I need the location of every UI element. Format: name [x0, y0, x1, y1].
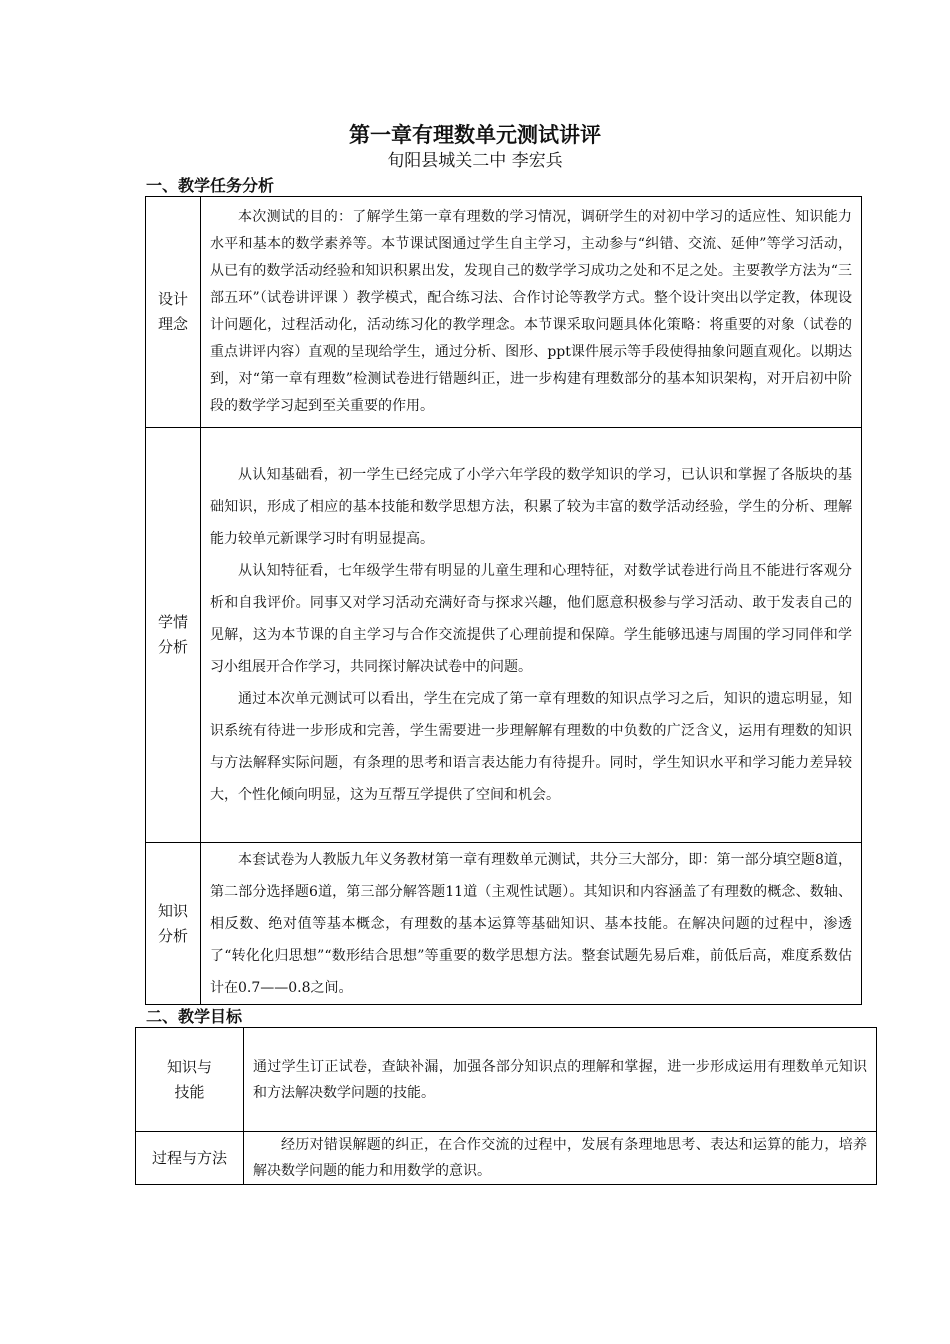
row-label-line: 过程与方法 [151, 1148, 227, 1167]
task-analysis-table [145, 196, 862, 1005]
row-label-knowledge-skills [136, 1028, 244, 1132]
row-label-line: 技能 [174, 1082, 205, 1101]
row-label-student-analysis [146, 428, 201, 843]
paragraph: 从认知特征看，七年级学生带有明显的儿童生理和心理特征，对数学试卷进行尚且不能进行客观分析和自我评价。同事又对学习活动充满好奇与探求兴趣，他们愿意积极参与学习活动、敢于发表自己的见解，这为本节课的自主学习与合作交流提供了心理前提和保障。学生能够迅速与周围的学习同伴和学习小组展开合作学习，共同探讨解决试卷中的问题。 [210, 563, 852, 675]
row-label-line: 分析 [157, 926, 188, 945]
paragraph: 经历对错误解题的纠正，在合作交流的过程中，发展有条理地思考、表达和运算的能力，培养解决数学问题的能力和用数学的意识。 [253, 1137, 867, 1179]
paragraph: 通过学生订正试卷，查缺补漏，加强各部分知识点的理解和掌握，进一步形成运用有理数单元知识和方法解决数学问题的技能。 [253, 1058, 867, 1101]
paragraph: 从认知基础看，初一学生已经完成了小学六年学段的数学知识的学习，已认识和掌握了各版块的基础知识，形成了相应的基本技能和数学思想方法，积累了较为丰富的数学活动经验，学生的分析、理解能力较单元新课学习时有明显提高。 [210, 467, 852, 547]
row-label-line: 知识与 [166, 1057, 212, 1076]
paragraph: 本套试卷为人教版九年义务教材第一章有理数单元测试，共分三大部分，即：第一部分填空题8道，第二部分选择题6道，第三部分解答题11道（主观性试题）。其知识和内容涵盖了有理数的概念、数轴、相反数、绝对值等基本概念，有理数的基本运算等基础知识、基本技能。在解决问题的过程中，渗透了“转化化归思想”“数形结合思想”等重要的数学思想方法。整套试题先易后难，前低后高，难度系数估计在0.7——0.8之间。 [210, 851, 852, 996]
row-label-line: 学情 [157, 613, 188, 631]
table-row-knowledge-analysis [146, 843, 862, 1005]
teaching-goals-table [135, 1027, 877, 1185]
row-content-design-concept [201, 197, 862, 428]
author-line: 旬阳县城关二中 李宏兵 [387, 151, 563, 171]
row-label-line: 分析 [157, 638, 188, 656]
section-heading-task-analysis: 一、教学任务分析 [146, 176, 275, 195]
row-content-knowledge-skills [244, 1028, 877, 1132]
table-row-knowledge-skills [136, 1028, 877, 1132]
row-label-design-concept [146, 197, 201, 428]
row-content-student-analysis [201, 428, 862, 843]
row-content-process-methods [244, 1132, 877, 1185]
row-label-line: 设计 [157, 290, 188, 308]
table-row-process-methods [136, 1132, 877, 1185]
row-label-knowledge-analysis [146, 843, 201, 1005]
table-row-design-concept [146, 197, 862, 428]
page-title: 第一章有理数单元测试讲评 [349, 123, 601, 147]
row-label-line: 理念 [157, 315, 188, 333]
paragraph: 通过本次单元测试可以看出，学生在完成了第一章有理数的知识点学习之后，知识的遗忘明显，知识系统有待进一步形成和完善，学生需要进一步理解解有理数的中负数的广泛含义，运用有理数的知识与方法解释实际问题，有条理的思考和语言表达能力有待提升。同时，学生知识水平和学习能力差异较大，个性化倾向明显，这为互帮互学提供了空间和机会。 [210, 691, 852, 803]
row-content-knowledge-analysis [201, 843, 862, 1005]
table-row-student-analysis [146, 428, 862, 843]
row-label-process-methods [136, 1132, 244, 1185]
row-label-line: 知识 [157, 901, 188, 920]
section-heading-teaching-goals: 二、教学目标 [146, 1007, 243, 1026]
paragraph: 本次测试的目的：了解学生第一章有理数的学习情况，调研学生的对初中学习的适应性、知识能力水平和基本的数学素养等。本节课试图通过学生自主学习，主动参与“纠错、交流、延伸”等学习活动，从已有的数学活动经验和知识积累出发，发现自己的数学学习成功之处和不足之处。主要教学方法为“三部五环”（试卷讲评课 ）教学模式，配合练习法、合作讨论等教学方式。整个设计突出以学定教，体现设计问题化，过程活动化，活动练习化的教学理念。本节课采取问题具体化策略：将重要的对象（试卷的重点讲评内容）直观的呈现给学生，通过分析、图形、ppt课件展示等手段使得抽象问题直观化。以期达到，对“第一章有理数”检测试卷进行错题纠正，进一步构建有理数部分的基本知识架构，对开启初中阶段的数学学习起到至关重要的作用。 [210, 209, 852, 414]
